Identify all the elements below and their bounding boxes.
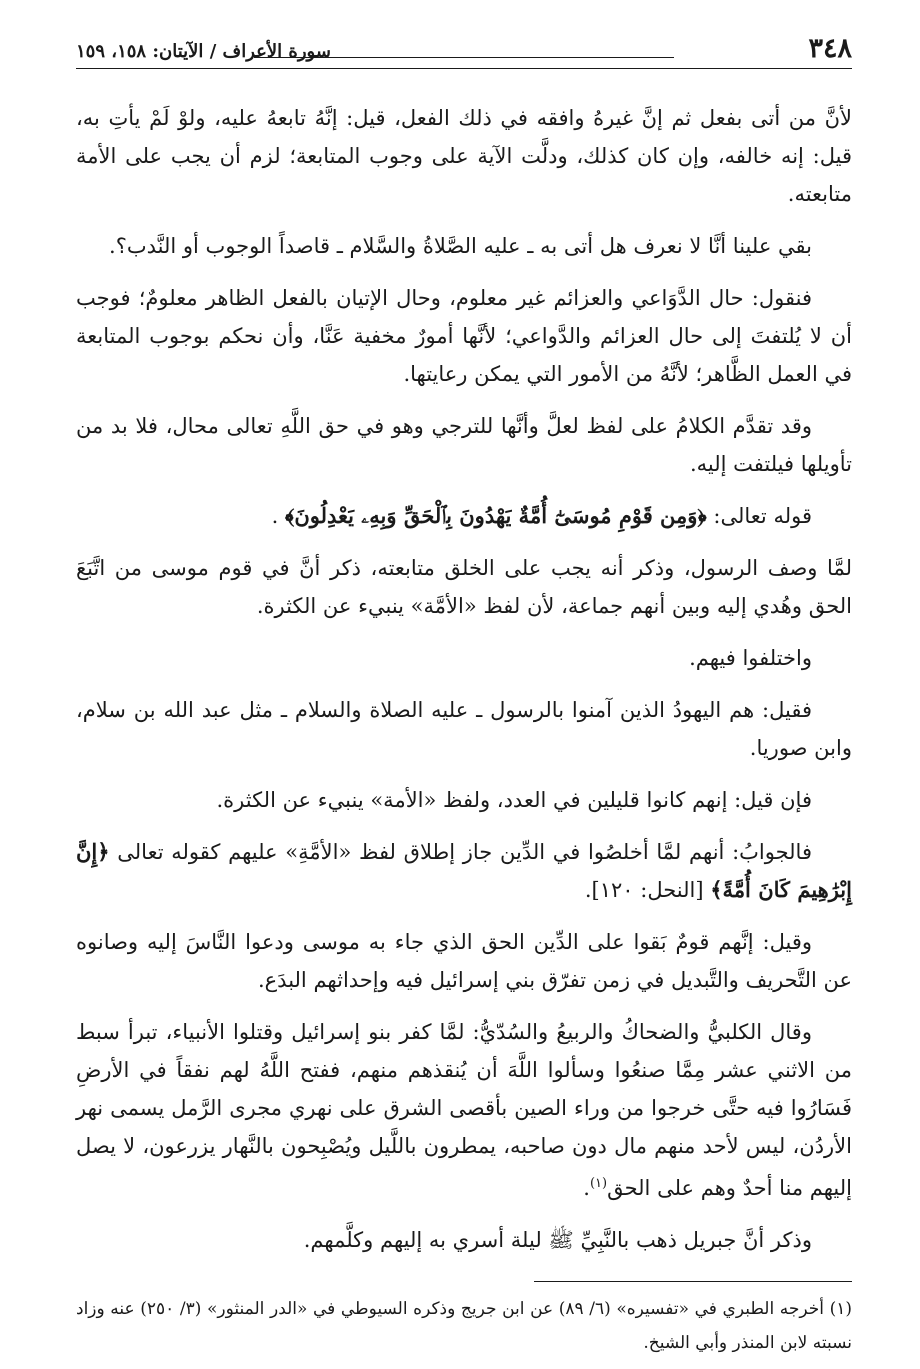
answer-text: فالجوابُ: أنهم لمَّا أخلصُوا في الدِّين جاز إطلاق لفظ «الأمَّةِ» عليهم كقوله تعالى <box>117 840 812 864</box>
page-number: ٣٤٨ <box>808 33 852 64</box>
verse-reference: [النحل: ١٢٠]. <box>584 878 704 902</box>
quran-verse: ﴿إِنَّ إِبْرَٰهِيمَ كَانَ أُمَّةً﴾ <box>76 839 852 902</box>
kalbi-paragraph <box>76 1013 852 1207</box>
verse-paragraph <box>76 497 852 535</box>
page-body <box>76 99 852 1259</box>
running-title: سورة الأعراف / الآيتان: ١٥٨، ١٥٩ <box>76 41 331 62</box>
page-header <box>76 30 852 64</box>
paragraph: فإن قيل: إنهم كانوا قليلين في العدد، ولفظ «الأمة» ينبيء عن الكثرة. <box>216 788 812 812</box>
quran-verse: ﴿وَمِن قَوْمِ مُوسَىٰٓ أُمَّةٌ يَهْدُونَ بِٱلْحَقِّ وَبِهِۦ يَعْدِلُونَ﴾ <box>285 503 707 528</box>
paragraph: وذكر أنَّ جبريل ذهب بالنَّبِيِّ ﷺ ليلة أسري به إليهم وكلَّمهم. <box>303 1228 812 1252</box>
paragraph: لأنَّ من أتى بفعل ثم إنَّ غيرهُ وافقه في ذلك الفعل، قيل: إنَّهُ تابعهُ عليه، ولوْ لَمْ يأتِ به، قيل: إنه خالفه، وإن كان كذلك، ودلَّت الآية على وجوب المتابعة؛ لزم أن يجب على الأمة متابعته. <box>76 106 852 206</box>
footnote-rule <box>534 1281 852 1282</box>
paragraph: فنقول: حال الدَّوَاعي والعزائم غير معلوم، وحال الإتيان بالفعل الظاهر معلومٌ؛ فوجب أن لا يُلتفتَ إلى حال العزائم والدَّواعي؛ لأنَّها أمورٌ مخفية عَنَّا، وأن نحكم بوجوب المتابعة في العمل الظَّاهر؛ لأنَّهُ من الأمور التي يمكن رعايتها. <box>76 286 853 386</box>
header-underline <box>76 68 852 69</box>
paragraph: بقي علينا أنَّا لا نعرف هل أتى به ـ عليه الصَّلاةُ والسَّلام ـ قاصداً الوجوب أو النَّدب؟. <box>109 234 812 258</box>
answer-paragraph <box>76 833 852 909</box>
paragraph: وقد تقدَّم الكلامُ على لفظ لعلَّ وأنَّها للترجي وهو في حق اللَّهِ تعالى محال، فلا بد من تأويلها فيلتفت إليه. <box>76 414 852 476</box>
kalbi-text: وقال الكلبيُّ والضحاكُ والربيعُ والسُدّيُّ: لمَّا كفر بنو إسرائيل وقتلوا الأنبياء، تبرأ سبط من الاثني عشر مِمَّا صنعُوا وسألوا اللَّهَ أن يُنقذهم منهم، ففتح اللَّهُ لهم نفقاً في الأرضِ فَسَارُوا فيه حتَّى خرجوا من وراء الصين بأقصى الشرق على نهري مجرى الرَّمل يسمى نهر الأردُن، ليس لأحد منهم مال دون صاحبه، يمطرون باللَّيل ويُصْبِحون بالنَّهار يزرعون، لا يصل إليهم منا أحدٌ وهم على الحق <box>76 1020 852 1200</box>
book-page <box>76 30 853 1353</box>
paragraph: لمَّا وصف الرسول، وذكر أنه يجب على الخلق متابعته، ذكر أنَّ في قوم موسى من اتَّبَعَ الحق وهُدي إليه وبين أنهم جماعة، لأن لفظ «الأمَّة» ينبيء عن الكثرة. <box>76 556 852 618</box>
verse-end: . <box>271 504 279 528</box>
verse-intro: قوله تعالى: <box>713 504 812 528</box>
kalbi-end: . <box>583 1176 590 1200</box>
paragraph: وقيل: إنَّهم قومٌ بَقوا على الدِّين الحق الذي جاء به موسى ودعوا النَّاسَ إليه وصانوه عن التَّحريف والتَّبديل في زمن تفرّق بني إسرائيل فيه وإحداثهم البدَع. <box>76 930 852 992</box>
header-rule <box>254 57 674 58</box>
paragraph: واختلفوا فيهم. <box>689 646 812 670</box>
footnote: (١) أخرجه الطبري في «تفسيره» (٦/ ٨٩) عن ابن جريج وذكره السيوطي في «الدر المنثور» (٣/ ٢٥٠) عنه وزاد نسبته لابن المنذر وأبي الشيخ. <box>76 1299 852 1353</box>
paragraph: فقيل: هم اليهودُ الذين آمنوا بالرسول ـ عليه الصلاة والسلام ـ مثل عبد الله بن سلام، وابن صوريا. <box>76 698 852 760</box>
footnote-marker[interactable]: (١) <box>589 1176 608 1191</box>
